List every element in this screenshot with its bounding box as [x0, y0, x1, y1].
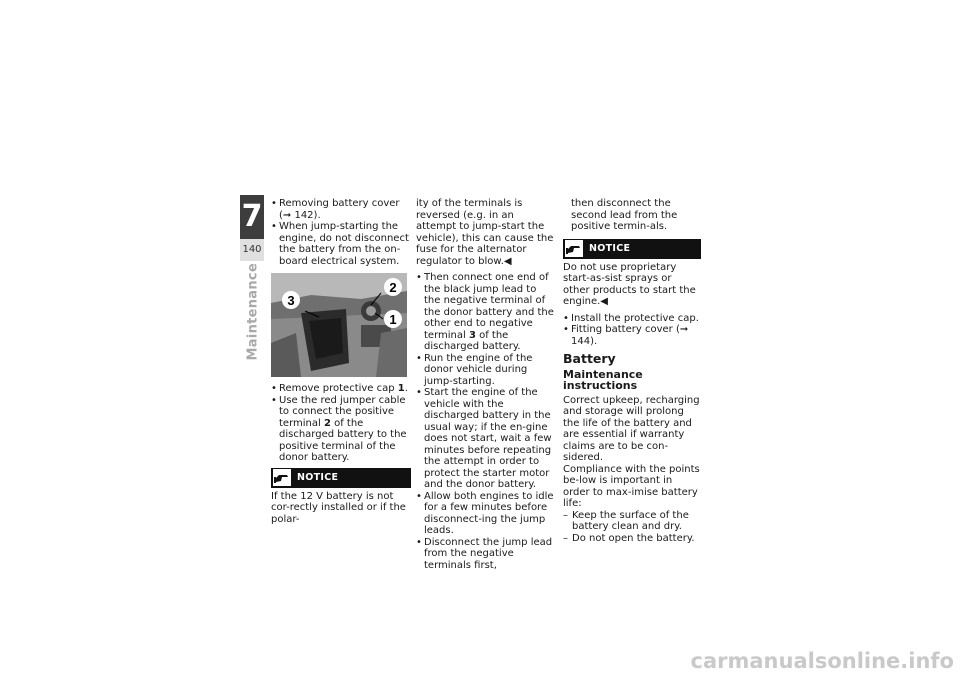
column-2	[416, 198, 554, 571]
notice-banner	[563, 239, 701, 259]
list-item: • Fitting battery cover (➞ 144).	[563, 324, 701, 347]
notice-label: NOTICE	[297, 471, 339, 483]
warning-hand-icon	[565, 240, 583, 257]
list-item: • Remove protective cap 1.	[271, 383, 411, 395]
warning-hand-icon	[273, 469, 291, 486]
bullet-list-top	[271, 198, 411, 267]
photo-callout-2: 2	[389, 280, 397, 295]
chapter-number-tab: 7	[240, 195, 264, 239]
bullet-list	[416, 272, 554, 571]
photo-callout-1: 1	[389, 312, 397, 327]
continued-text: then disconnect the second lead from the positive termin-als.	[571, 198, 678, 232]
notice-banner	[271, 468, 411, 488]
list-item: • Disconnect the jump lead from the negative terminals first,	[416, 537, 554, 572]
continued-text: ity of the terminals is reversed (e.g. in an attempt to jump-start the vehicle), this can cause the fuse for the alternator regulator to blow.◀	[416, 198, 554, 267]
paragraph: Compliance with the points be-low is important in order to max-imise battery life:	[563, 463, 700, 509]
battery-photo	[271, 273, 407, 377]
list-item: • Removing battery cover (➞ 142).	[271, 198, 411, 221]
chapter-side-label	[245, 262, 261, 362]
list-item: • Then connect one end of the black jump lead to the negative terminal of the donor battery and the other end to negative terminal 3 of the discharged battery.	[416, 272, 554, 353]
list-item: • Run the engine of the donor vehicle during jump-starting.	[416, 353, 554, 388]
list-item: • Use the red jumper cable to connect the positive terminal 2 of the discharged battery to the positive terminal of the donor battery.	[271, 395, 411, 464]
list-item: • Start the engine of the vehicle with the discharged battery in the usual way; if the en-gine does not start, wait a few minutes before repeating the attempt in order to protect the starter motor and the donor battery.	[416, 387, 554, 491]
notice-text: Do not use proprietary start-as-sist sprays or other products to start the engine.◀	[563, 261, 696, 307]
column-1	[271, 198, 411, 525]
bullet-list	[563, 313, 701, 348]
chapter-title: Maintenance	[245, 262, 261, 361]
column-3	[563, 198, 701, 544]
list-item: • Install the protective cap.	[563, 313, 701, 325]
page-number: 140	[240, 239, 264, 261]
list-item: – Keep the surface of the battery clean and dry.	[563, 510, 701, 533]
section-heading: Battery	[563, 351, 616, 366]
list-item: – Do not open the battery.	[563, 533, 701, 545]
subsection-heading: Maintenance instructions	[563, 367, 643, 392]
paragraph: Correct upkeep, recharging and storage will prolong the life of the battery and are essential if warranty claims are to be con-sidered.	[563, 394, 700, 463]
watermark: carmanualsonline.info	[690, 649, 954, 673]
bullet-list-mid	[271, 383, 411, 464]
photo-callout-3: 3	[287, 293, 295, 308]
notice-label: NOTICE	[589, 242, 631, 254]
list-item: • When jump-starting the engine, do not disconnect the battery from the on-board electrical system.	[271, 221, 411, 267]
list-item: • Allow both engines to idle for a few minutes before disconnect-ing the jump leads.	[416, 491, 554, 537]
notice-text: If the 12 V battery is not cor-rectly installed or if the polar-	[271, 490, 406, 525]
dash-list	[563, 510, 701, 545]
